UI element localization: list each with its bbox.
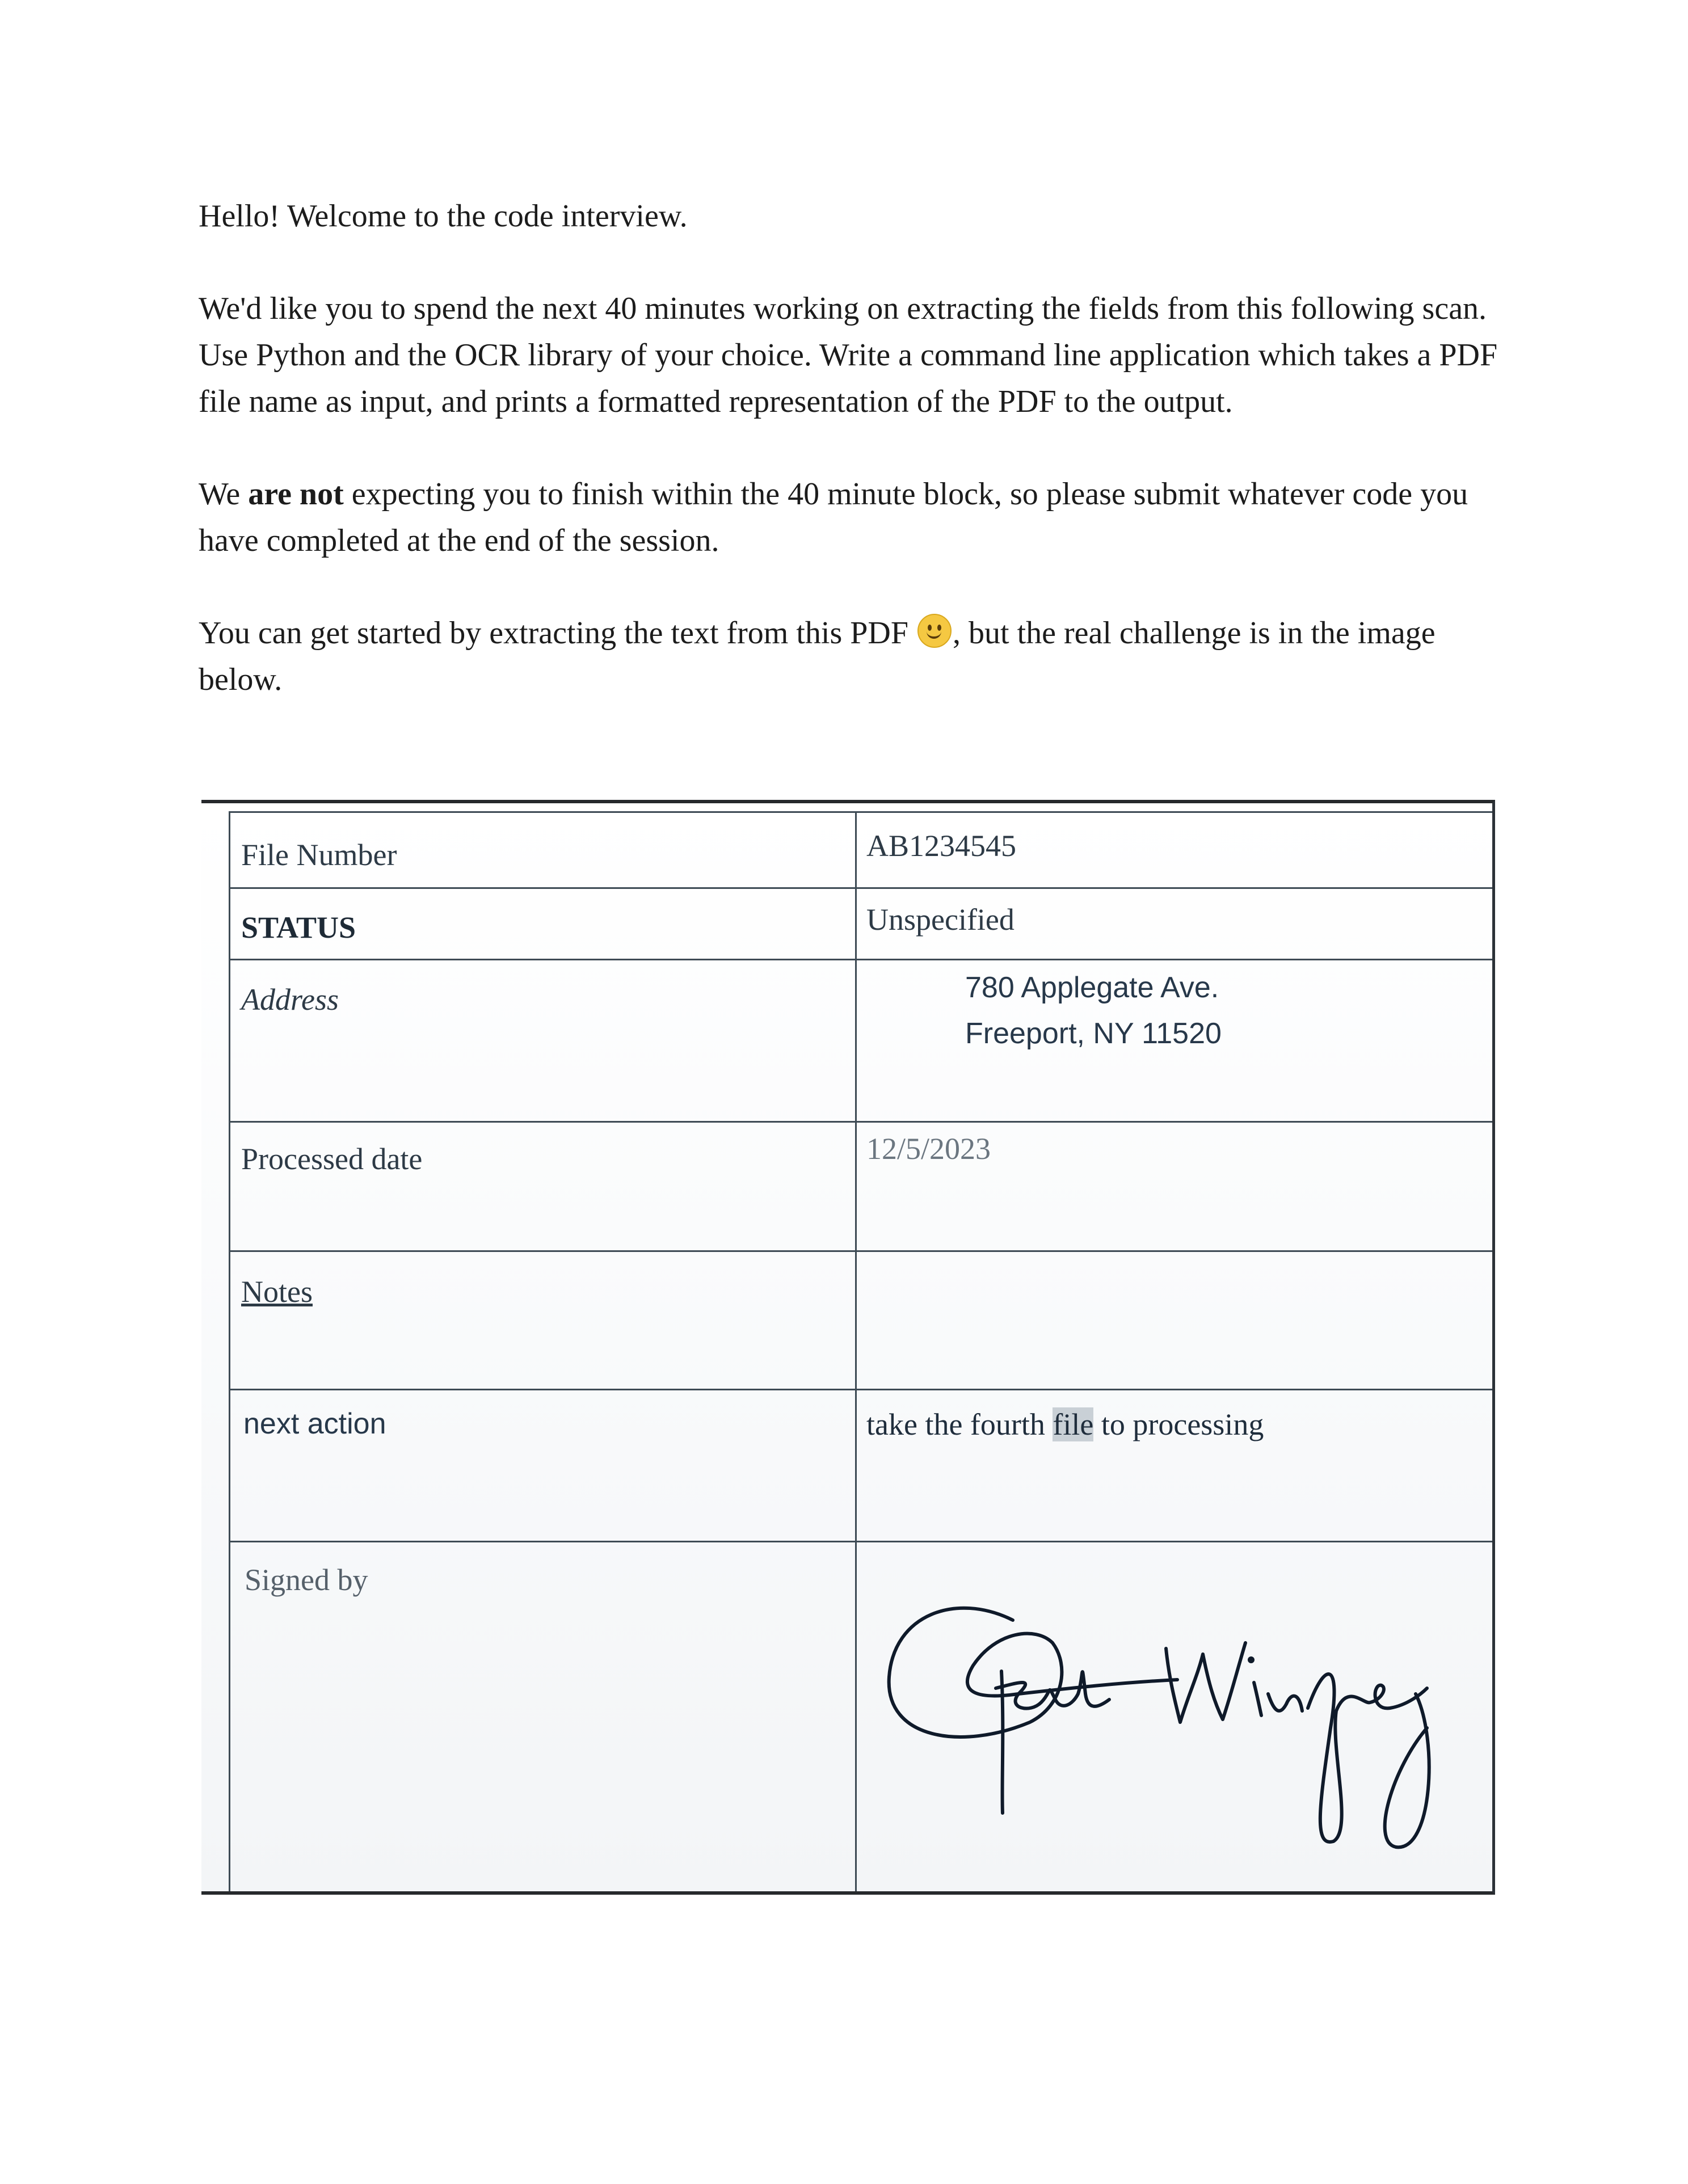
- row-divider: [229, 1250, 1492, 1252]
- row-divider: [229, 1541, 1492, 1542]
- processed-date-value: 12/5/2023: [866, 1132, 991, 1166]
- file-number-label: File Number: [241, 838, 397, 872]
- next-action-value: take the fourth file to processing: [866, 1407, 1264, 1441]
- notes-label: Notes: [241, 1275, 313, 1309]
- row-divider: [229, 887, 1492, 889]
- emphasis-are-not: are not: [248, 477, 344, 512]
- table-column-divider: [855, 811, 857, 1891]
- processed-date-label: Processed date: [241, 1142, 423, 1176]
- getting-started-note: You can get started by extracting the text from this PDF , but the real challenge is in the image below.: [199, 610, 1521, 703]
- status-label: STATUS: [241, 910, 356, 945]
- signed-by-label: Signed by: [245, 1563, 368, 1597]
- scanned-form: [201, 800, 1495, 1895]
- row-divider: [229, 1121, 1492, 1123]
- highlighted-word: file: [1053, 1407, 1094, 1441]
- row-divider: [229, 811, 1492, 813]
- address-label: Address: [241, 983, 339, 1017]
- next-action-label: next action: [243, 1407, 386, 1440]
- status-value: Unspecified: [866, 903, 1015, 937]
- instructions: [199, 193, 1521, 749]
- file-number-value: AB1234545: [866, 829, 1017, 863]
- slightly-smiling-face-icon: [917, 614, 952, 648]
- greeting: Hello! Welcome to the code interview.: [199, 199, 688, 234]
- row-divider: [229, 959, 1492, 960]
- address-line-2: Freeport, NY 11520: [965, 1017, 1222, 1050]
- task-description: We'd like you to spend the next 40 minutes working on extracting the fields from this following scan. Use Python and the OCR library of your choice. Write a command line application which takes a PDF file name as input, and prints a formatted representation of the PDF to the output.: [199, 291, 1498, 419]
- table-left-border: [229, 811, 230, 1891]
- expectation-note: We are not expecting you to finish within the 40 minute block, so please submit whatever code you have completed at the end of the session.: [199, 477, 1468, 558]
- handwritten-signature: [882, 1580, 1450, 1887]
- address-line-1: 780 Applegate Ave.: [965, 971, 1219, 1004]
- row-divider: [229, 1389, 1492, 1390]
